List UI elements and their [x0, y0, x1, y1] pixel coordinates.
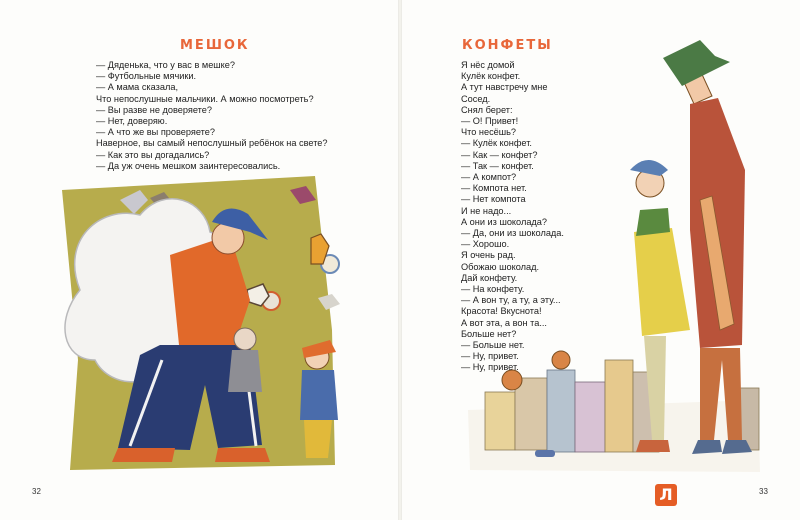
building: [485, 392, 515, 450]
poem-line: — Так — конфет.: [461, 160, 534, 171]
poem-line: Больше нет?: [461, 328, 517, 339]
building: [547, 370, 575, 452]
right-page-title: КОНФЕТЫ: [462, 38, 553, 53]
doll-body: [228, 350, 262, 392]
poem-line: — А вон ту, а ту, а эту...: [461, 295, 561, 306]
boy-pants: [304, 420, 332, 458]
poem-line: Наверное, вы самый непослушный ребёнок на свете?: [96, 138, 328, 149]
boy-coat: [634, 228, 690, 336]
publisher-logo: Л: [655, 484, 677, 506]
poem-line: — Как это вы догадались?: [96, 149, 210, 160]
poem-line: — О! Привет!: [461, 116, 519, 127]
poem-line: — Ну, привет.: [461, 351, 519, 362]
right-page-number: 33: [759, 487, 768, 496]
poem-line: Дай конфету.: [461, 272, 518, 283]
poem-line: Что непослушные мальчики. А можно посмотреть?: [96, 93, 314, 104]
poem-line: И не надо...: [461, 205, 512, 216]
poem-line: — Дяденька, что у вас в мешке?: [96, 60, 236, 70]
boy-cap: [630, 160, 668, 176]
poem-line: Сосед.: [461, 93, 491, 104]
poem-line: А вот эта, а вон та...: [461, 317, 547, 328]
poem-line: — Да, они из шоколада.: [461, 228, 564, 239]
poem-line: — Хорошо.: [461, 239, 510, 250]
poem-line: Я очень рад.: [461, 250, 516, 261]
poem-line: — Как — конфет?: [461, 149, 538, 160]
poem-line: — А компот?: [461, 172, 517, 183]
boy-jacket: [300, 370, 338, 420]
poem-line: Снял берет:: [461, 104, 513, 115]
left-poem: [96, 60, 328, 172]
boy-scarf: [636, 208, 670, 236]
boy-shoe: [636, 440, 670, 452]
left-page-number: 32: [32, 487, 41, 496]
building: [575, 382, 605, 452]
man-shoe: [112, 448, 175, 462]
poem-line: — Ну, привет.: [461, 362, 519, 373]
poem-line: — Футбольные мячики.: [96, 71, 197, 82]
poem-line: — Да уж очень мешком заинтересовались.: [96, 160, 281, 171]
poem-line: А они из шоколада?: [461, 216, 548, 227]
poem-line: — А что же вы проверяете?: [96, 127, 216, 138]
poem-line: Кулёк конфет.: [461, 71, 521, 82]
poem-line: — Нет компота: [461, 194, 526, 205]
poem-line: А тут навстречу мне: [461, 82, 548, 93]
poem-line: — Нет, доверяю.: [96, 116, 168, 127]
left-illustration: [62, 176, 340, 470]
doll-head: [234, 328, 256, 350]
poem-line: Красота! Вкуснота!: [461, 306, 542, 317]
right-poem: [461, 60, 564, 374]
building: [605, 360, 633, 452]
poem-line: — Компота нет.: [461, 183, 527, 194]
poem-line: Что несёшь?: [461, 127, 517, 138]
poem-line: — Кулёк конфет.: [461, 138, 532, 149]
poem-line: Я нёс домой: [461, 60, 515, 70]
building: [515, 378, 547, 450]
car: [535, 450, 555, 457]
poem-line: — Больше нет.: [461, 340, 525, 351]
left-page-title: МЕШОК: [180, 38, 250, 53]
man-shoe: [215, 448, 270, 462]
poem-line: — На конфету.: [461, 284, 525, 295]
poem-line: Обожаю шоколад.: [461, 261, 540, 272]
poem-line: — А мама сказала,: [96, 82, 178, 93]
poem-line: — Вы разве не доверяете?: [96, 104, 212, 115]
